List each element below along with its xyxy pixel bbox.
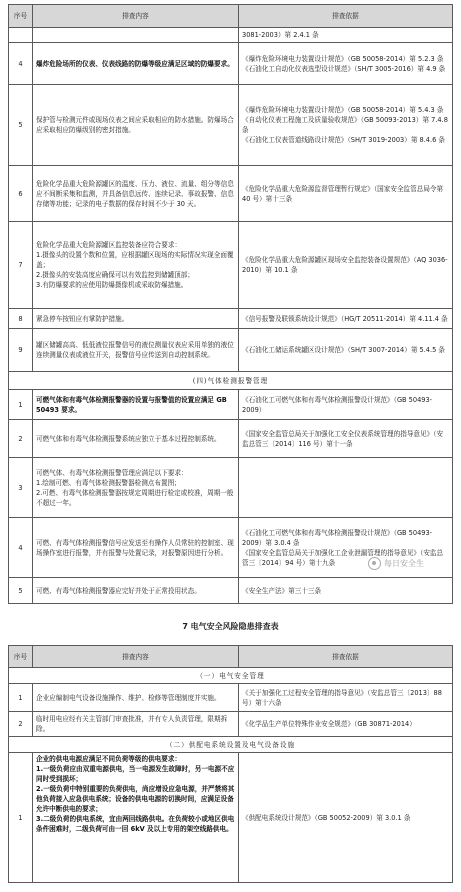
section-heading: （二）供配电系统设置及电气设备设施 [9,737,453,753]
basis-cell: 《危险化学品重大危险源罐区现场安全监控装备设置规范》（AQ 3036-2010）第 10.1 条 [239,222,453,309]
row-number: 1 [9,684,33,712]
basis-cell: 《信号报警及联锁系统设计规范》（HG/T 20511-2014）第 4.11.4 条 [239,309,453,329]
basis-cell: 《爆炸危险环境电力装置设计规范》（GB 50058-2014）第 5.4.3 条 《自动化仪表工程施工及质量验收规范》（GB 50093-2013）第 7.4.8 条 《石油化工仪表管道线路设计规范》（SH/T 3019-2003）第 8.4.6 条 [239,85,453,166]
row-number: 1 [9,390,33,420]
content-cell: 保护管与检测元件或现场仪表之间应采取相应的防水措施。防爆场合应采取相应防爆级别的密封措施。 [33,85,239,166]
table-cell [33,28,239,43]
content-cell: 企业应编制电气设备设施操作、维护、检修等管理制度并实施。 [33,684,239,712]
header-content: 排查内容 [33,5,239,28]
content-cell: 可燃气体和有毒气体检测报警器的设置与报警值的设置应满足 GB 50493 要求。 [33,390,239,420]
row-number: 2 [9,712,33,737]
header-no: 序号 [9,5,33,28]
table-title: 7 电气安全风险隐患排查表 [182,622,279,631]
header-content: 排查内容 [33,646,239,668]
basis-cell: 《危险化学品重大危险源监督管理暂行规定》（国家安全监管总局令第 40 号）第十三条 [239,166,453,222]
basis-cell: 《石油化工可燃气体和有毒气体检测报警设计规范》（GB 50493-2009）第 3.0.4 条 《国家安全监管总局关于加强化工企业泄漏管理的指导意见》（安监总管三〔2014〕94 号）第十九条 [239,518,453,578]
instrument-check-table [8,4,453,604]
row-number: 4 [9,518,33,578]
content-cell: 紧急停车按钮应有掌防护措施。 [33,309,239,329]
basis-cell: 《国家安全监管总局关于加强化工安全仪表系统管理的指导意见》（安监总管三〔2014〕116 号）第十一条 [239,420,453,458]
content-cell: 可燃、有毒气体检测报警信号应发送至有操作人员常驻的控制室、现场操作室进行报警，并有报警与处置记录，对报警原因进行分析。 [33,518,239,578]
content-cell: 危险化学品重大危险源罐区监控装备应符合要求： 1.摄像头的设置个数和位置，应根据罐区现场的实际情况实现全面覆盖； 2.摄像头的安装高度应确保可以有效监控到储罐顶部； 3.有防爆要求的应使用防爆摄像机或采取防爆措施。 [33,222,239,309]
basis-cell: 《安全生产法》第三十三条 [239,578,453,604]
row-number: 1 [9,753,33,883]
basis-cell: 《供配电系统设计规范》（GB 50052-2009）第 3.0.1 条 [239,753,453,883]
row-number: 8 [9,309,33,329]
content-cell: 可燃气体、有毒气体检测报警管理应满足以下要求： 1.绘制可燃、有毒气体检测报警器检测点布置图； 2.可燃、有毒气体检测报警器按规定周期进行检定或校准，周期一般不超过一年。 [33,458,239,518]
row-number: 3 [9,458,33,518]
table-cell [9,28,33,43]
watermark-text: 每日安全生 [384,559,424,568]
electrical-check-table [8,645,453,883]
content-cell: 临时用电应经有关主管部门审查批准，并有专人负责管理，限期拆除。 [33,712,239,737]
section-heading: (四)气体检测报警管理 [9,372,453,390]
header-basis: 排查依据 [239,646,453,668]
content-cell: 可燃气体和有毒气体检测报警系统应独立于基本过程控制系统。 [33,420,239,458]
row-number: 5 [9,85,33,166]
basis-cell: 《爆炸危险环境电力装置设计规范》（GB 50058-2014）第 5.2.3 条 《石油化工自动化仪表选型设计规范》（SH/T 3005-2016）第 4.9 条 [239,43,453,85]
basis-cell [239,458,453,518]
row-number: 2 [9,420,33,458]
basis-cell: 《石油化工储运系统罐区设计规范》（SH/T 3007-2014）第 5.4.5 条 [239,329,453,372]
basis-cell: 3081-2003）第 2.4.1 条 [239,28,453,43]
content-cell: 可燃、有毒气体检测报警器应完好并处于正常投用状态。 [33,578,239,604]
section-heading: （一）电气安全管理 [9,668,453,684]
content-cell: 企业的供电电源应满足不同负荷等级的供电要求： 1.一级负荷应由双重电源供电，当一电源发生故障时，另一电源不应同时受到损坏； 2.一级负荷中特别重要的负荷供电，尚应增设应急电源，并严禁将其他负荷接入应急供电系统；设备的供电电源的切换时间，应满足设备允许中断供电的要求； 3.二级负荷的供电系统，宜由两回线路供电。在负荷较小或地区供电条件困难时，二级负荷可由一回 6kV 及以上专用的架空线路供电。 [33,753,239,883]
basis-cell: 《化学品生产单位特殊作业安全规范》（GB 30871-2014） [239,712,453,737]
wechat-icon [368,557,381,570]
content-cell: 罐区储罐高高、低低液位报警信号的液位测量仪表应采用单独的液位连续测量仪表或液位开关，报警信号应传送到自动控制系统。 [33,329,239,372]
content-cell: 爆炸危险场所的仪表、仪表线路的防爆等级应满足区域的防爆要求。 [33,43,239,85]
row-number: 7 [9,222,33,309]
header-no: 序号 [9,646,33,668]
row-number: 4 [9,43,33,85]
watermark [368,557,424,570]
row-number: 5 [9,578,33,604]
header-basis: 排查依据 [239,5,453,28]
basis-cell: 《关于加强化工过程安全管理的指导意见》（安监总管三〔2013〕88 号）第十六条 [239,684,453,712]
row-number: 9 [9,329,33,372]
row-number: 6 [9,166,33,222]
content-cell: 危险化学品重大危险源罐区的温度、压力、液位、流量、组分等信息应不间断采集和监测，并具备信息远传、连续记录、事故报警、信息存储等功能；记录的电子数据的保存时间不少于 30 天。 [33,166,239,222]
basis-cell: 《石油化工可燃气体和有毒气体检测报警设计规范》（GB 50493-2009） [239,390,453,420]
